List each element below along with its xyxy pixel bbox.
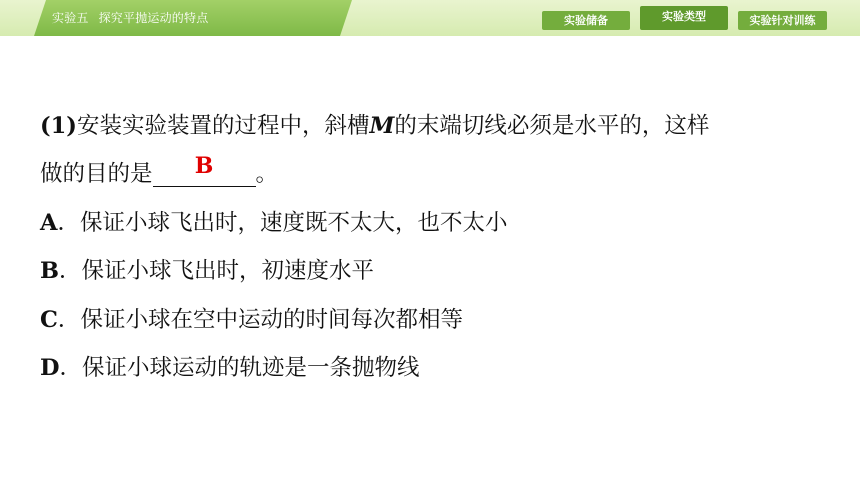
- option-letter: D: [40, 355, 60, 381]
- option-text: 保证小球在空中运动的时间每次都相等: [80, 307, 463, 333]
- answer-text: B: [194, 153, 214, 179]
- answer-blank: [153, 153, 256, 187]
- nav-button-types[interactable]: 实验类型: [640, 6, 728, 30]
- question-text-2: 做的目的是: [40, 161, 153, 187]
- option-sep: ．: [57, 307, 81, 333]
- nav-button-reserve[interactable]: 实验储备: [542, 11, 630, 30]
- experiment-label: 实验五: [52, 11, 89, 25]
- option-c: [40, 302, 463, 334]
- option-sep: ．: [59, 258, 82, 284]
- header-bar: [0, 0, 860, 36]
- topic-label: 探究平抛运动的特点: [98, 11, 209, 25]
- option-letter: C: [40, 307, 58, 333]
- question-text-2-suffix: 。: [255, 161, 279, 187]
- page-title: [52, 9, 208, 26]
- question-line-1: [40, 108, 709, 140]
- question-text-1: 安装实验装置的过程中，斜槽: [76, 113, 370, 139]
- question-text-1-tail: 的末端切线必须是水平的，这样: [394, 113, 710, 139]
- option-sep: ．: [59, 355, 83, 381]
- option-d: [40, 350, 420, 382]
- option-a: [40, 205, 508, 237]
- option-b: [40, 253, 374, 285]
- option-letter: B: [40, 258, 60, 284]
- question-number: (1): [40, 113, 77, 139]
- option-text: 保证小球飞出时，速度既不太大，也不太小: [79, 210, 508, 236]
- question-line-2: [40, 153, 279, 188]
- nav-button-practice[interactable]: 实验针对训练: [738, 11, 827, 30]
- option-text: 保证小球飞出时，初速度水平: [81, 258, 375, 284]
- option-letter: A: [40, 210, 58, 236]
- option-text: 保证小球运动的轨迹是一条抛物线: [82, 355, 420, 381]
- option-sep: ．: [57, 210, 80, 236]
- question-symbol: M: [369, 113, 395, 139]
